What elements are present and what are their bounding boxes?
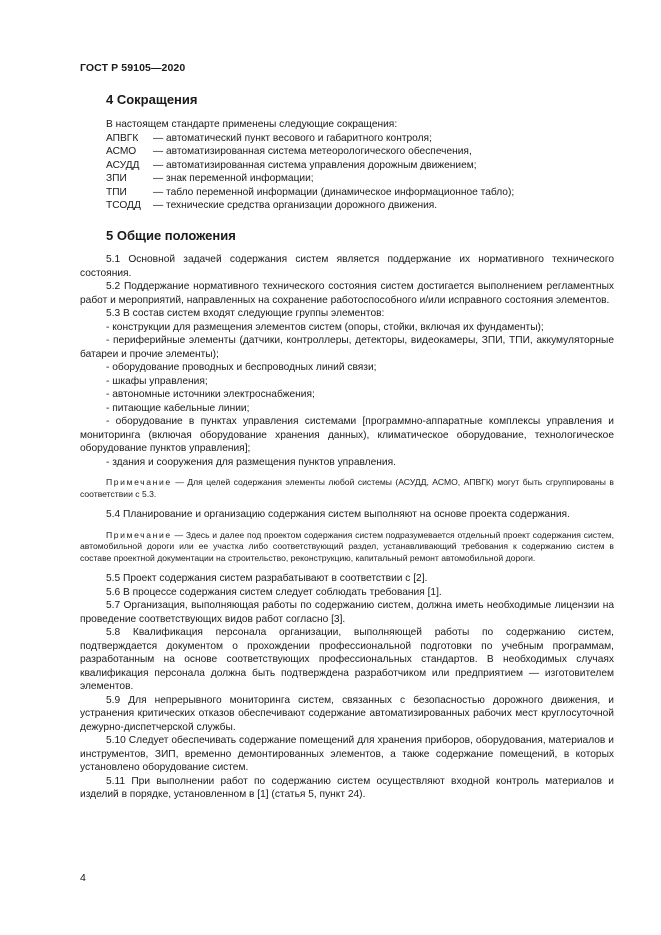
abbreviation-definition: — знак переменной информации; — [153, 173, 314, 184]
abbreviation-definition: — автоматизированная система метеорологического обеспечения, — [153, 146, 472, 157]
abbreviation-code: АСУДД — [106, 159, 140, 171]
abbreviation-code: ТСОДД — [106, 200, 141, 211]
abbreviation-item — [106, 145, 614, 159]
abbreviation-definition: — автоматизированная система управления дорожным движением; — [153, 159, 477, 171]
note-1 — [80, 477, 614, 500]
note-2 — [80, 530, 614, 565]
list-item: - оборудование проводных и беспроводных линий связи; — [106, 362, 377, 373]
paragraph-5-10: 5.10 Следует обеспечивать содержание помещений для хранения приборов, оборудования, материалов и инструментов, ЗИП, временно демонтированных элементов, а также содержание помещений, в которых установлено оборудование систем. — [80, 735, 614, 773]
abbreviations-intro: В настоящем стандарте применены следующие сокращения: — [106, 119, 398, 130]
note-text: — Здесь и далее под проектом содержания систем подразумевается отдельный проект содержания систем, автомобильной дороги или ее участка либо соответствующий раздел, устанавливающий требования к содержанию систем в составе проектной документации на строительство, реконструкцию, капитальный ремонт автомобильной дороги. — [80, 529, 614, 563]
abbreviation-code: ЗПИ — [106, 173, 127, 184]
paragraph-5-4: 5.4 Планирование и организацию содержания систем выполняют на основе проекта содержания. — [106, 509, 570, 520]
list-item: - здания и сооружения для размещения пунктов управления. — [106, 456, 396, 468]
abbreviation-code: АСМО — [106, 146, 137, 157]
list-item: - оборудование в пунктах управления системами [программно-аппаратные комплексы управления и мониторинга (включая оборудование хранения данных), климатическое оборудование, технологическое оборудование пунктов управления]; — [80, 416, 614, 454]
abbreviation-item — [106, 199, 614, 213]
page-number: 4 — [80, 872, 86, 884]
abbreviation-code: ТПИ — [106, 186, 127, 198]
paragraph-5-7: 5.7 Организация, выполняющая работы по содержанию систем, должна иметь необходимые лицензии на проведение соответствующих видов работ согласно [3]. — [80, 600, 614, 625]
list-item: - периферийные элементы (датчики, контроллеры, детекторы, видеокамеры, ЗПИ, ТПИ, аккумуляторные батареи и прочие элементы); — [80, 335, 614, 360]
list-item: - конструкции для размещения элементов систем (опоры, стойки, включая их фундаменты); — [106, 321, 544, 333]
paragraph-5-8: 5.8 Квалификация персонала организации, выполняющей работы по содержанию систем, подтверждается документом о прохождении профессиональной подготовки по учебным программам, разработанным на основе соответствующих профессиональных стандартов. В необходимых случаях квалификация персонала должна быть подтверждена разработчиком или предприятием — изготовителем элементов. — [80, 627, 614, 692]
section-5-title: 5 Общие положения — [106, 228, 236, 243]
paragraph-5-2: 5.2 Поддержание нормативного технического состояния систем достигается выполнением регламентных работ и мероприятий, направленных на сохранение работоспособного и/или исправного состояния элементов. — [80, 281, 614, 306]
abbreviation-item — [106, 186, 614, 200]
paragraph-5-9: 5.9 Для непрерывного мониторинга систем, связанных с безопасностью дорожного движения, и устранения критических отказов обеспечивают содержание автоматизированных рабочих мест круглосуточной дежурно-диспетчерской службы. — [80, 694, 614, 733]
abbreviation-item — [106, 132, 614, 146]
note-label: Примечание — [106, 477, 172, 487]
section-4-title: 4 Сокращения — [106, 92, 198, 107]
paragraph-5-1: 5.1 Основной задачей содержания систем является поддержание их нормативного технического состояния. — [80, 254, 614, 279]
section-4 — [106, 90, 614, 213]
paragraph-5-3: 5.3 В состав систем входят следующие группы элементов: — [106, 308, 385, 319]
note-text: — Для целей содержания элементы любой системы (АСУДД, АСМО, АПВГК) могут быть сгруппированы в соответствии с 5.3. — [80, 477, 614, 499]
paragraph-5-5: 5.5 Проект содержания систем разрабатывают в соответствии с [2]. — [106, 573, 428, 584]
standard-code: ГОСТ Р 59105—2020 — [80, 62, 186, 74]
abbreviation-item — [106, 159, 614, 173]
list-item: - шкафы управления; — [106, 375, 208, 387]
paragraph-5-6: 5.6 В процессе содержания систем следует соблюдать требования [1]. — [106, 586, 442, 598]
abbreviation-definition: — технические средства организации дорожного движения. — [153, 200, 438, 211]
abbreviation-list — [106, 132, 614, 213]
list-item: - автономные источники электроснабжения; — [106, 389, 315, 400]
list-item: - питающие кабельные линии; — [106, 402, 250, 414]
abbreviation-code: АПВГК — [106, 132, 139, 144]
note-label: Примечание — [106, 529, 172, 540]
abbreviation-item — [106, 172, 614, 186]
element-group-list — [80, 321, 614, 470]
section-5 — [80, 228, 614, 802]
paragraph-5-11: 5.11 При выполнении работ по содержанию систем осуществляют входной контроль материалов и изделий в порядке, установленном в [1] (статья 5, пункт 24). — [80, 775, 614, 800]
abbreviation-definition: — табло переменной информации (динамическое информационное табло); — [153, 186, 515, 198]
abbreviation-definition: — автоматический пункт весового и габаритного контроля; — [153, 132, 432, 144]
